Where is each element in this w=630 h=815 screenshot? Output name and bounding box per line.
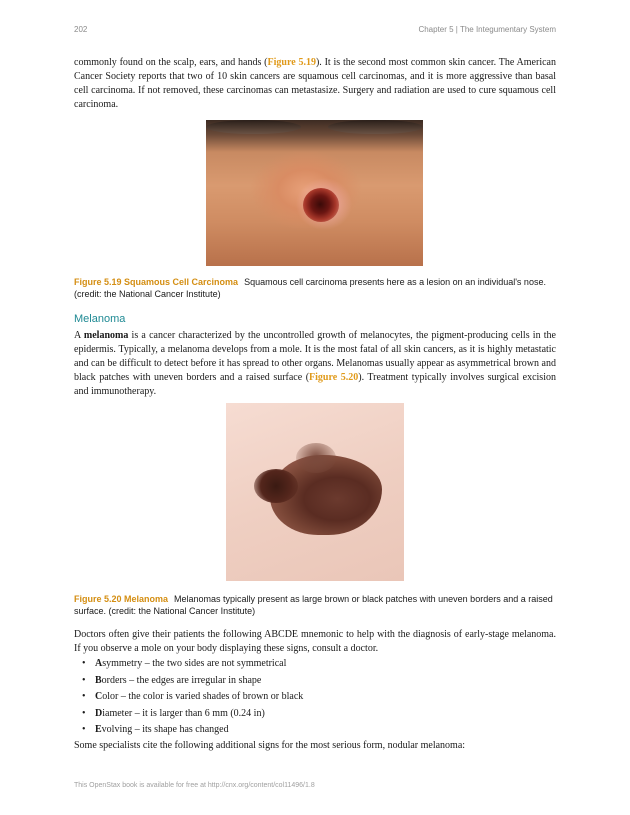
nose-lesion [303,188,339,222]
figure-5-20-image [226,403,404,581]
figure-5-19-caption: Figure 5.19 Squamous Cell Carcinoma Squamous cell carcinoma presents here as a lesion on an individual's nose. (credit: the National Cancer Institute) [74,277,546,299]
intro-paragraph: commonly found on the scalp, ears, and hands (Figure 5.19). It is the second most common skin cancer. The American Cancer Society reports that two of 10 skin cancers are squamous cell carcinomas, and it is more aggressive than basal cell carcinoma. If not removed, these carcinomas can metastasize. Surgery and radiation are used to cure squamous cell carcinoma. [74,57,556,110]
page-number: 202 [74,25,88,34]
melanoma-paragraph: A melanoma is a cancer characterized by the uncontrolled growth of melanocytes, the pigment-producing cells in the epidermis. Typically, a melanoma develops from a mole. It is the most fatal of all skin cancers, as it is highly metastatic and can be difficult to detect before it has spread to other organs. Melanomas usually appear as asymmetrical brown and black patches with uneven borders and a raised surface (Figure 5.20). Treatment typically involves surgical excision and immunotherapy. [74,330,556,397]
figure-5-19-image [206,120,423,266]
figure-5-19-label: Figure 5.19 Squamous Cell Carcinoma [74,277,239,287]
melanoma-raised-area [296,443,336,473]
eyebrow-left [206,120,301,134]
figure-5-20-link[interactable]: Figure 5.20 [309,372,359,383]
abcde-intro-paragraph: Doctors often give their patients the following ABCDE mnemonic to help with the diagnosis of early-stage melanoma. If you observe a mole on your body displaying these signs, consult a doctor. [74,629,556,654]
list-item: • Diameter – it is larger than 6 mm (0.24 in) [82,706,303,723]
melanoma-dark-spot [254,469,298,503]
eyebrow-right [328,120,423,134]
section-heading-melanoma: Melanoma [74,313,126,325]
list-item: • Asymmetry – the two sides are not symmetrical [82,656,303,673]
list-item: • Borders – the edges are irregular in shape [82,673,303,690]
figure-5-20-caption: Figure 5.20 Melanoma Melanomas typically present as large brown or black patches with uneven borders and a raised surface. (credit: the National Cancer Institute) [74,594,553,616]
figure-5-19-link[interactable]: Figure 5.19 [267,57,316,68]
nodular-melanoma-paragraph: Some specialists cite the following additional signs for the most serious form, nodular melanoma: [74,740,466,751]
running-header: Chapter 5 | The Integumentary System [418,25,556,34]
term-melanoma: melanoma [83,330,129,341]
page-footer: This OpenStax book is available for free at http://cnx.org/content/col11496/1.8 [74,782,315,789]
list-item: • Evolving – its shape has changed [82,722,303,739]
list-item: • Color – the color is varied shades of brown or black [82,689,303,706]
abcde-list [82,656,303,739]
figure-5-20-label: Figure 5.20 Melanoma [74,594,169,604]
